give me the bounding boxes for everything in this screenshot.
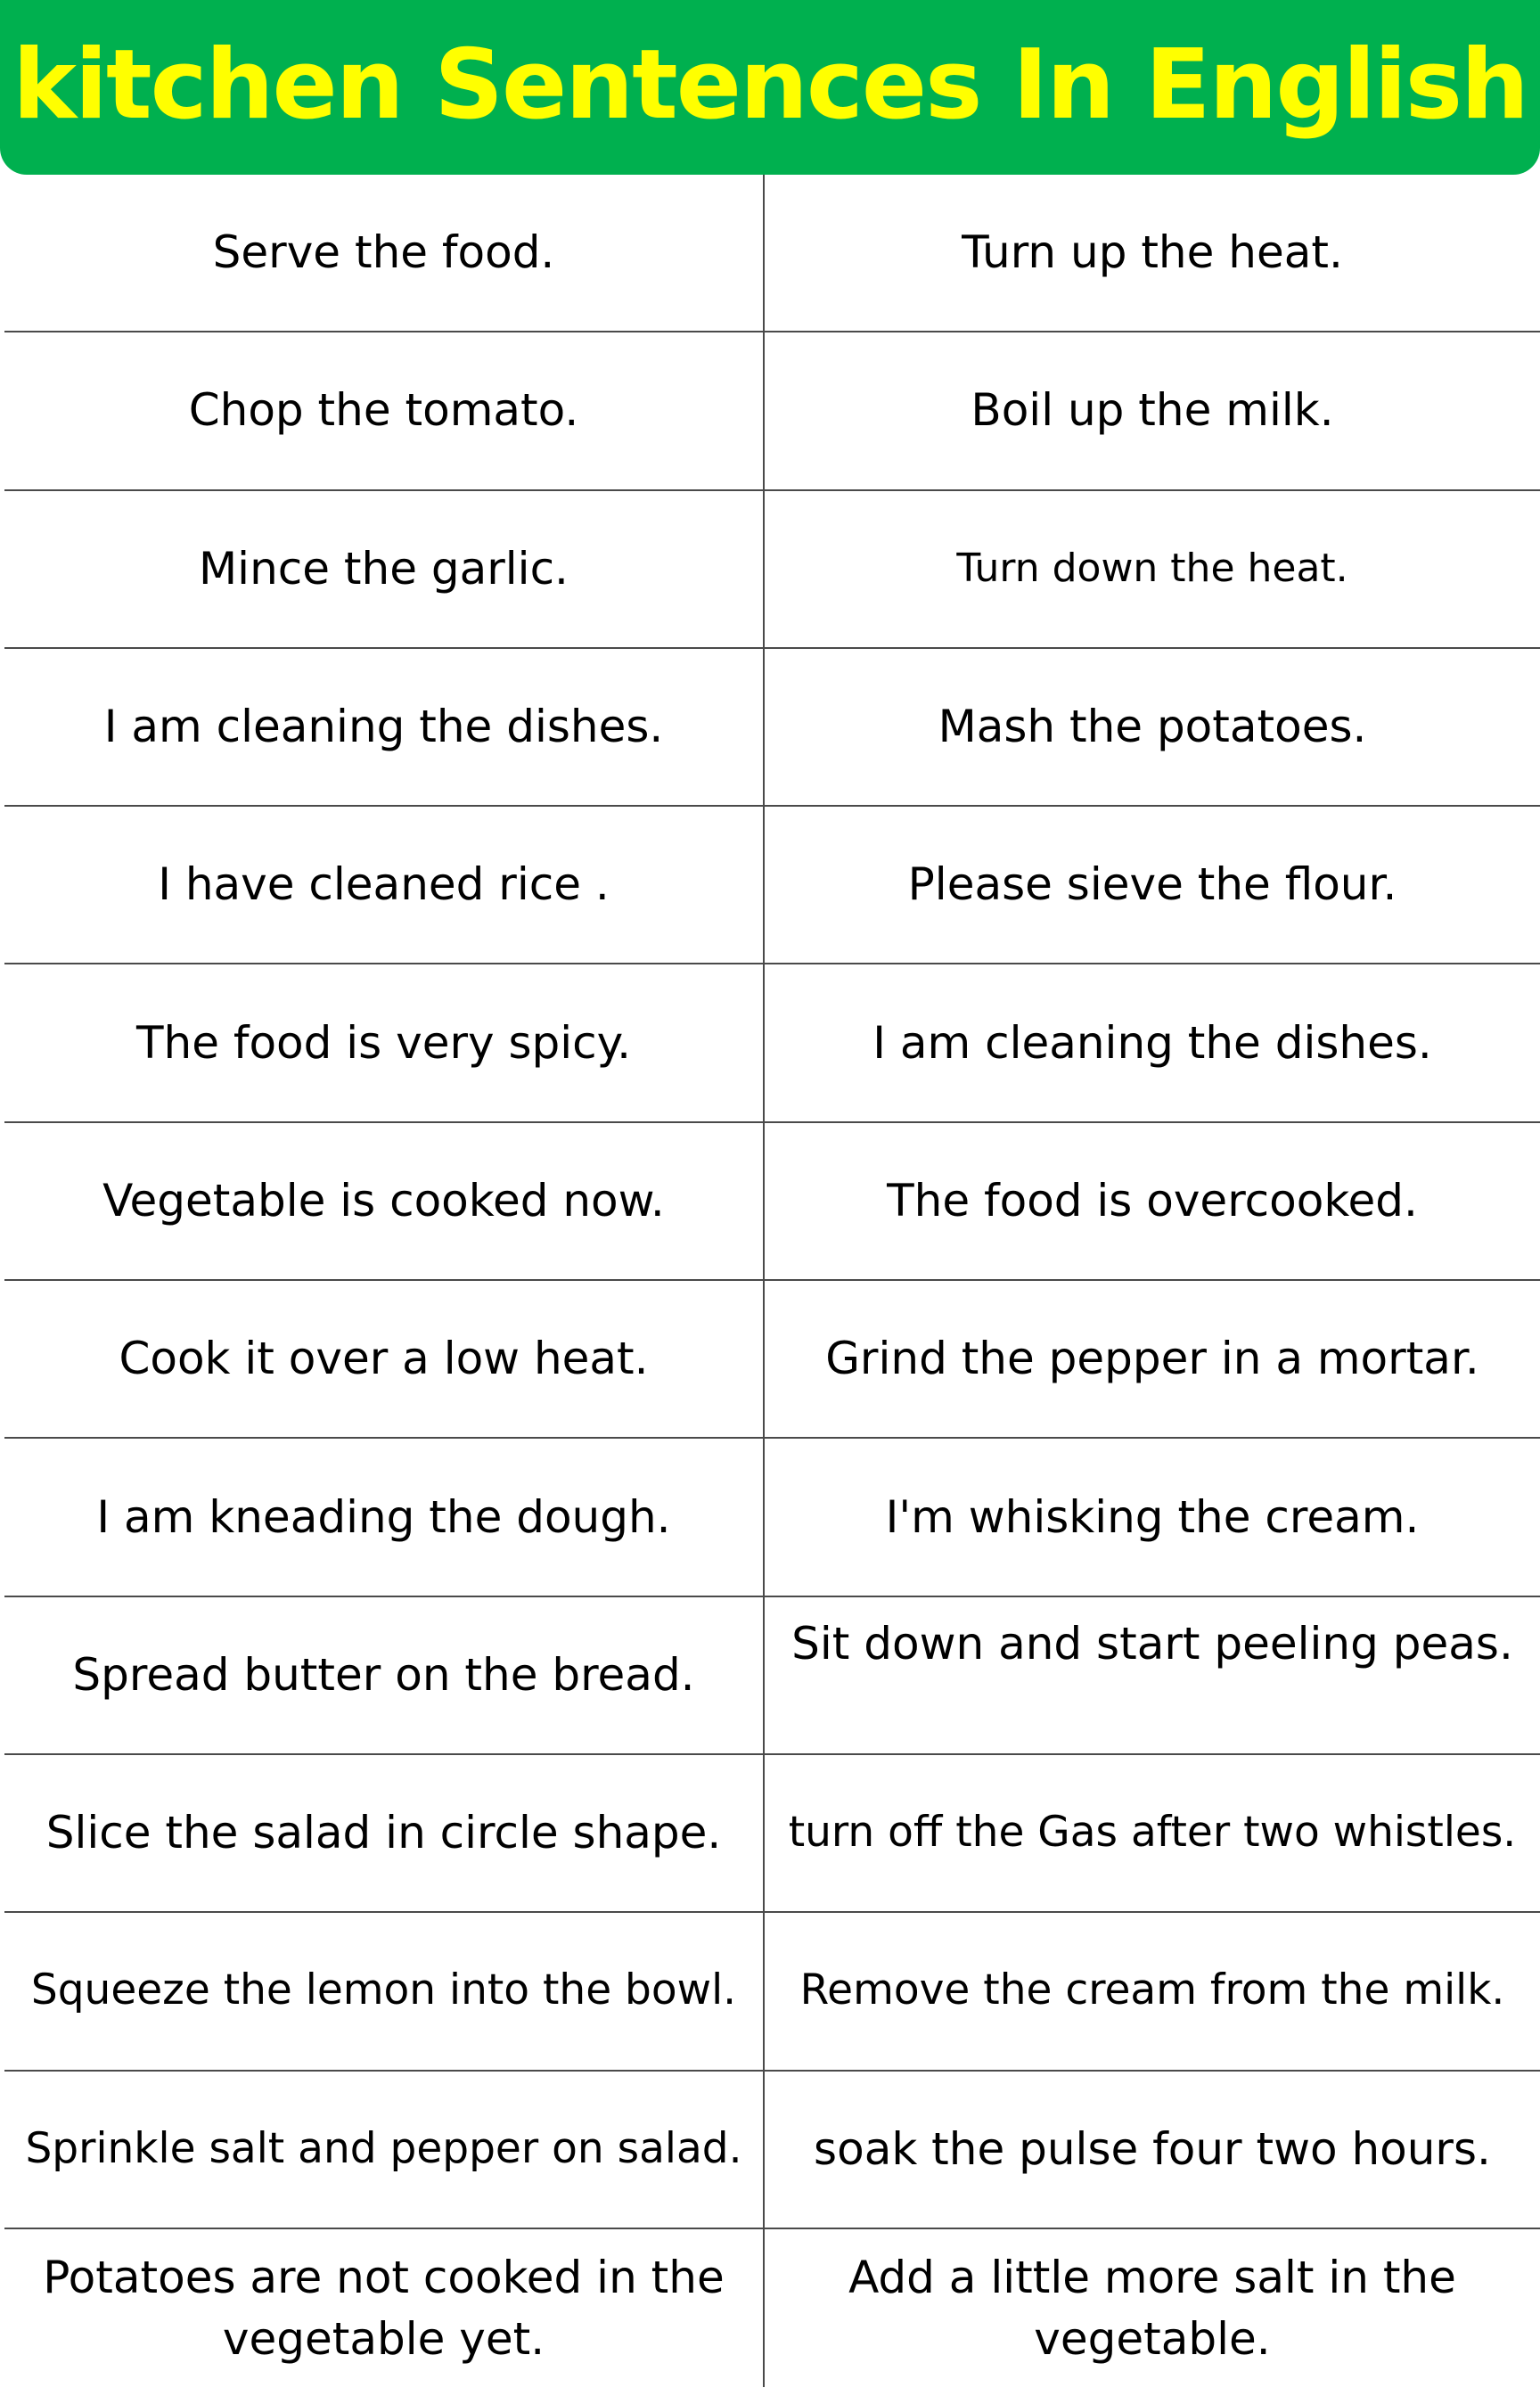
table-cell-right: Add a little more salt in the vegetable. (848, 2251, 1456, 2365)
table-cell-right: Remove the cream from the milk. (765, 1913, 1540, 2071)
table-cell-right: The food is overcooked. (765, 1123, 1540, 1281)
table-cell-right: turn off the Gas after two whistles. (765, 1755, 1540, 1913)
table-cell-right: Boil up the milk. (765, 332, 1540, 490)
table-cell-left: I have cleaned rice . (4, 807, 765, 964)
table-cell-left: I am cleaning the dishes. (4, 649, 765, 807)
table-cell-left: Sprinkle salt and pepper on salad. (4, 2072, 765, 2229)
table-cell-left: Potatoes are not cooked in the vegetable yet. (4, 2229, 765, 2387)
table-cell-left: Slice the salad in circle shape. (4, 1755, 765, 1913)
table-cell-left: The food is very spicy. (4, 964, 765, 1122)
table-cell-right: Mash the potatoes. (765, 649, 1540, 807)
sentences-table (4, 175, 1540, 2387)
page-bottom-margin (4, 2387, 1540, 2396)
title-banner (0, 0, 1540, 175)
table-cell-right: Grind the pepper in a mortar. (765, 1281, 1540, 1439)
table-cell-left: Squeeze the lemon into the bowl. (4, 1913, 765, 2071)
table-cell-left: Chop the tomato. (4, 332, 765, 490)
table-cell-left: Mince the garlic. (4, 491, 765, 649)
table-cell-right: I am cleaning the dishes. (765, 964, 1540, 1122)
page-title: kitchen Sentences In English (12, 29, 1528, 141)
table-cell-left: I am kneading the dough. (4, 1439, 765, 1596)
table-cell-right: Turn up the heat. (765, 175, 1540, 332)
table-cell-right: soak the pulse four two hours. (765, 2072, 1540, 2229)
table-cell-left: Vegetable is cooked now. (4, 1123, 765, 1281)
table-cell-right: Sit down and start peeling peas. (765, 1597, 1540, 1755)
table-cell-right: Turn down the heat. (765, 491, 1540, 649)
table-cell-left: Cook it over a low heat. (4, 1281, 765, 1439)
table-cell-left: Spread butter on the bread. (4, 1597, 765, 1755)
table-cell-left: Serve the food. (4, 175, 765, 332)
table-cell-right: I'm whisking the cream. (765, 1439, 1540, 1596)
table-cell-right: Please sieve the flour. (765, 807, 1540, 964)
